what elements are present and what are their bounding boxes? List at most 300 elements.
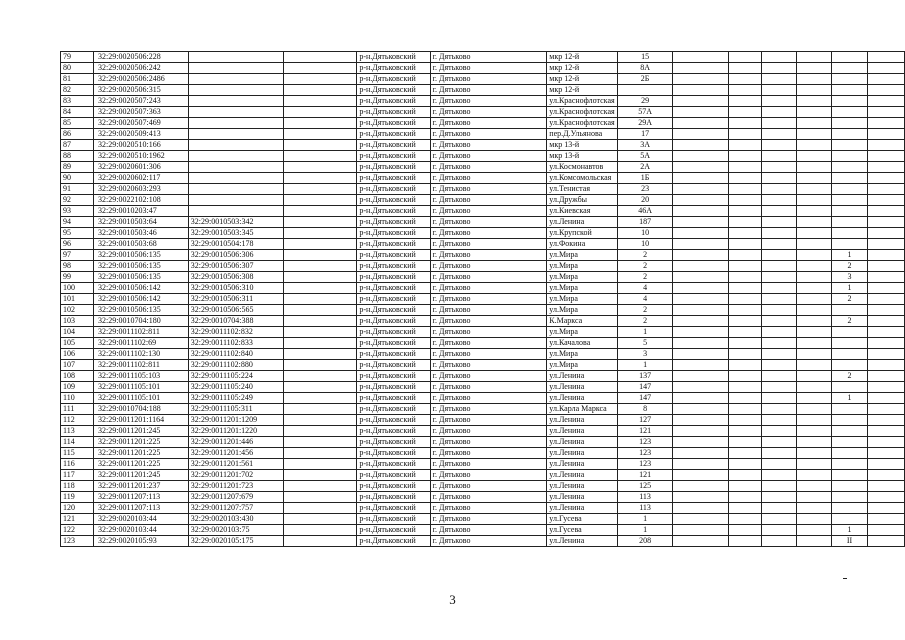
city: г. Дятьково (430, 382, 547, 393)
street: мкр 12-й (547, 63, 617, 74)
empty-cell (284, 173, 357, 184)
cadastral-number: 32:29:0010503:64 (94, 217, 189, 228)
empty-cell (284, 525, 357, 536)
empty-cell (797, 360, 832, 371)
district: р-н.Дятьковский (357, 327, 430, 338)
table-row (61, 74, 905, 85)
district: р-н.Дятьковский (357, 118, 430, 129)
building-cadastral-number: 32:29:0020103:75 (188, 525, 284, 536)
empty-cell (284, 96, 357, 107)
apartment-number (832, 52, 868, 63)
table-row (61, 96, 905, 107)
house-number: 113 (617, 503, 673, 514)
empty-cell (797, 503, 832, 514)
empty-cell (728, 151, 761, 162)
row-number: 82 (61, 85, 94, 96)
district: р-н.Дятьковский (357, 184, 430, 195)
cadastral-number: 32:29:0020510:166 (94, 140, 189, 151)
district: р-н.Дятьковский (357, 503, 430, 514)
row-number: 103 (61, 316, 94, 327)
empty-cell (797, 206, 832, 217)
empty-cell (797, 404, 832, 415)
row-number: 87 (61, 140, 94, 151)
city: г. Дятьково (430, 151, 547, 162)
empty-cell (797, 393, 832, 404)
empty-cell (284, 239, 357, 250)
table-row (61, 217, 905, 228)
house-number: 2 (617, 305, 673, 316)
apartment-number (832, 327, 868, 338)
city: г. Дятьково (430, 261, 547, 272)
street: ул.Ленина (547, 459, 617, 470)
district: р-н.Дятьковский (357, 96, 430, 107)
apartment-number (832, 492, 868, 503)
empty-cell (761, 525, 796, 536)
apartment-number (832, 173, 868, 184)
empty-cell (673, 404, 728, 415)
empty-cell (797, 184, 832, 195)
row-number: 79 (61, 52, 94, 63)
table-row (61, 503, 905, 514)
street: ул.Мира (547, 360, 617, 371)
empty-cell (867, 250, 904, 261)
house-number: 125 (617, 481, 673, 492)
table-row (61, 250, 905, 261)
empty-cell (673, 481, 728, 492)
empty-cell (867, 327, 904, 338)
cadastral-number: 32:29:0011105:101 (94, 382, 189, 393)
apartment-number: 3 (832, 272, 868, 283)
apartment-number: 2 (832, 316, 868, 327)
table-body (61, 52, 905, 547)
apartment-number: 1 (832, 250, 868, 261)
empty-cell (728, 426, 761, 437)
house-number: 46А (617, 206, 673, 217)
empty-cell (761, 85, 796, 96)
house-number: 123 (617, 459, 673, 470)
apartment-number: 2 (832, 261, 868, 272)
city: г. Дятьково (430, 206, 547, 217)
house-number: 1 (617, 327, 673, 338)
empty-cell (728, 261, 761, 272)
district: р-н.Дятьковский (357, 437, 430, 448)
empty-cell (867, 173, 904, 184)
building-cadastral-number: 32:29:0020103:430 (188, 514, 284, 525)
cadastral-number: 32:29:0010506:142 (94, 294, 189, 305)
empty-cell (673, 459, 728, 470)
empty-cell (673, 536, 728, 547)
empty-cell (284, 360, 357, 371)
table-row (61, 272, 905, 283)
district: р-н.Дятьковский (357, 217, 430, 228)
city: г. Дятьково (430, 503, 547, 514)
cadastral-number: 32:29:0020506:242 (94, 63, 189, 74)
empty-cell (867, 217, 904, 228)
empty-cell (673, 349, 728, 360)
empty-cell (761, 228, 796, 239)
cadastral-number: 32:29:0011102:811 (94, 327, 189, 338)
table-row (61, 162, 905, 173)
empty-cell (761, 283, 796, 294)
empty-cell (797, 470, 832, 481)
empty-cell (867, 261, 904, 272)
empty-cell (867, 294, 904, 305)
row-number: 122 (61, 525, 94, 536)
empty-cell (797, 283, 832, 294)
empty-cell (797, 250, 832, 261)
table-row (61, 239, 905, 250)
empty-cell (761, 250, 796, 261)
empty-cell (673, 283, 728, 294)
building-cadastral-number (188, 184, 284, 195)
empty-cell (673, 327, 728, 338)
district: р-н.Дятьковский (357, 272, 430, 283)
house-number: 57А (617, 107, 673, 118)
empty-cell (797, 52, 832, 63)
row-number: 89 (61, 162, 94, 173)
apartment-number (832, 206, 868, 217)
city: г. Дятьково (430, 173, 547, 184)
empty-cell (728, 503, 761, 514)
house-number: 1 (617, 514, 673, 525)
cadastral-number: 32:29:0011105:101 (94, 393, 189, 404)
apartment-number (832, 129, 868, 140)
street: ул.Краснофлотская (547, 107, 617, 118)
empty-cell (797, 316, 832, 327)
row-number: 121 (61, 514, 94, 525)
empty-cell (867, 338, 904, 349)
empty-cell (797, 151, 832, 162)
empty-cell (673, 338, 728, 349)
empty-cell (867, 96, 904, 107)
apartment-number: 1 (832, 393, 868, 404)
empty-cell (797, 437, 832, 448)
cadastral-number: 32:29:0020510:1962 (94, 151, 189, 162)
empty-cell (673, 151, 728, 162)
empty-cell (761, 239, 796, 250)
empty-cell (797, 426, 832, 437)
apartment-number (832, 360, 868, 371)
row-number: 88 (61, 151, 94, 162)
cadastral-number: 32:29:0020507:363 (94, 107, 189, 118)
cadastral-number: 32:29:0020507:469 (94, 118, 189, 129)
empty-cell (728, 173, 761, 184)
row-number: 123 (61, 536, 94, 547)
empty-cell (673, 525, 728, 536)
table-row (61, 371, 905, 382)
apartment-number (832, 349, 868, 360)
house-number: 17 (617, 129, 673, 140)
street: ул.Ленина (547, 448, 617, 459)
empty-cell (284, 195, 357, 206)
city: г. Дятьково (430, 162, 547, 173)
empty-cell (797, 272, 832, 283)
table-row (61, 195, 905, 206)
house-number: 147 (617, 393, 673, 404)
cadastral-number: 32:29:0011102:69 (94, 338, 189, 349)
table-row (61, 228, 905, 239)
district: р-н.Дятьковский (357, 371, 430, 382)
city: г. Дятьково (430, 228, 547, 239)
city: г. Дятьково (430, 294, 547, 305)
table-row (61, 85, 905, 96)
street: ул.Тенистая (547, 184, 617, 195)
empty-cell (673, 382, 728, 393)
cadastral-number: 32:29:0020603:293 (94, 184, 189, 195)
city: г. Дятьково (430, 272, 547, 283)
house-number: 121 (617, 470, 673, 481)
city: г. Дятьково (430, 250, 547, 261)
empty-cell (867, 118, 904, 129)
building-cadastral-number: 32:29:0011201:702 (188, 470, 284, 481)
empty-cell (728, 492, 761, 503)
city: г. Дятьково (430, 426, 547, 437)
empty-cell (284, 184, 357, 195)
row-number: 81 (61, 74, 94, 85)
table-row (61, 283, 905, 294)
street: мкр 12-й (547, 52, 617, 63)
empty-cell (867, 74, 904, 85)
row-number: 107 (61, 360, 94, 371)
table-row (61, 140, 905, 151)
empty-cell (867, 316, 904, 327)
empty-cell (761, 151, 796, 162)
building-cadastral-number: 32:29:0010704:388 (188, 316, 284, 327)
building-cadastral-number (188, 206, 284, 217)
street: мкр 12-й (547, 85, 617, 96)
empty-cell (728, 206, 761, 217)
street: ул.Киевская (547, 206, 617, 217)
table-row (61, 63, 905, 74)
apartment-number: II (832, 536, 868, 547)
apartment-number (832, 85, 868, 96)
cadastral-number: 32:29:0011207:113 (94, 492, 189, 503)
cadastral-number: 32:29:0011105:103 (94, 371, 189, 382)
row-number: 104 (61, 327, 94, 338)
empty-cell (673, 360, 728, 371)
cadastral-number: 32:29:0011201:225 (94, 448, 189, 459)
cadastral-number: 32:29:0020506:315 (94, 85, 189, 96)
city: г. Дятьково (430, 349, 547, 360)
empty-cell (284, 52, 357, 63)
apartment-number (832, 448, 868, 459)
empty-cell (797, 129, 832, 140)
district: р-н.Дятьковский (357, 294, 430, 305)
table-row (61, 415, 905, 426)
house-number: 1Б (617, 173, 673, 184)
empty-cell (284, 85, 357, 96)
empty-cell (284, 514, 357, 525)
empty-cell (284, 327, 357, 338)
empty-cell (761, 316, 796, 327)
empty-cell (761, 514, 796, 525)
empty-cell (867, 426, 904, 437)
empty-cell (673, 107, 728, 118)
district: р-н.Дятьковский (357, 52, 430, 63)
apartment-number (832, 470, 868, 481)
empty-cell (673, 503, 728, 514)
empty-cell (761, 206, 796, 217)
empty-cell (673, 140, 728, 151)
city: г. Дятьково (430, 437, 547, 448)
apartment-number (832, 184, 868, 195)
empty-cell (867, 349, 904, 360)
empty-cell (673, 305, 728, 316)
empty-cell (761, 140, 796, 151)
house-number: 23 (617, 184, 673, 195)
empty-cell (867, 360, 904, 371)
house-number: 147 (617, 382, 673, 393)
empty-cell (797, 448, 832, 459)
cadastral-number: 32:29:0011207:113 (94, 503, 189, 514)
empty-cell (797, 514, 832, 525)
house-number: 8 (617, 404, 673, 415)
apartment-number (832, 228, 868, 239)
apartment-number (832, 74, 868, 85)
building-cadastral-number: 32:29:0011102:880 (188, 360, 284, 371)
empty-cell (673, 437, 728, 448)
row-number: 115 (61, 448, 94, 459)
empty-cell (284, 250, 357, 261)
street: ул.Мира (547, 272, 617, 283)
building-cadastral-number: 32:29:0010506:311 (188, 294, 284, 305)
house-number: 113 (617, 492, 673, 503)
empty-cell (728, 360, 761, 371)
empty-cell (284, 206, 357, 217)
empty-cell (284, 371, 357, 382)
district: р-н.Дятьковский (357, 151, 430, 162)
street: ул.Ленина (547, 393, 617, 404)
street: ул.Ленина (547, 437, 617, 448)
row-number: 114 (61, 437, 94, 448)
cadastral-number: 32:29:0011201:1164 (94, 415, 189, 426)
empty-cell (728, 96, 761, 107)
cadastral-number: 32:29:0011201:245 (94, 426, 189, 437)
empty-cell (284, 305, 357, 316)
empty-cell (728, 415, 761, 426)
city: г. Дятьково (430, 195, 547, 206)
row-number: 90 (61, 173, 94, 184)
cadastral-number: 32:29:0011102:811 (94, 360, 189, 371)
empty-cell (284, 261, 357, 272)
building-cadastral-number: 32:29:0011105:240 (188, 382, 284, 393)
district: р-н.Дятьковский (357, 459, 430, 470)
empty-cell (728, 393, 761, 404)
district: р-н.Дятьковский (357, 173, 430, 184)
empty-cell (867, 371, 904, 382)
district: р-н.Дятьковский (357, 206, 430, 217)
table-row (61, 129, 905, 140)
empty-cell (728, 459, 761, 470)
empty-cell (284, 415, 357, 426)
empty-cell (728, 140, 761, 151)
empty-cell (673, 426, 728, 437)
district: р-н.Дятьковский (357, 140, 430, 151)
building-cadastral-number: 32:29:0011201:456 (188, 448, 284, 459)
row-number: 99 (61, 272, 94, 283)
empty-cell (761, 327, 796, 338)
empty-cell (284, 382, 357, 393)
house-number: 3А (617, 140, 673, 151)
building-cadastral-number (188, 173, 284, 184)
street: К.Маркса (547, 316, 617, 327)
empty-cell (761, 294, 796, 305)
empty-cell (284, 107, 357, 118)
empty-cell (797, 294, 832, 305)
row-number: 95 (61, 228, 94, 239)
empty-cell (761, 371, 796, 382)
empty-cell (728, 536, 761, 547)
house-number: 2А (617, 162, 673, 173)
district: р-н.Дятьковский (357, 239, 430, 250)
building-cadastral-number: 32:29:0011201:1209 (188, 415, 284, 426)
row-number: 106 (61, 349, 94, 360)
empty-cell (728, 118, 761, 129)
row-number: 100 (61, 283, 94, 294)
district: р-н.Дятьковский (357, 195, 430, 206)
cadastral-number: 32:29:0010203:47 (94, 206, 189, 217)
table-row (61, 514, 905, 525)
empty-cell (867, 481, 904, 492)
empty-cell (284, 338, 357, 349)
cadastral-number: 32:29:0020509:413 (94, 129, 189, 140)
empty-cell (284, 459, 357, 470)
row-number: 116 (61, 459, 94, 470)
house-number: 29А (617, 118, 673, 129)
house-number: 2 (617, 261, 673, 272)
empty-cell (761, 470, 796, 481)
street: мкр 12-й (547, 74, 617, 85)
empty-cell (673, 184, 728, 195)
empty-cell (761, 459, 796, 470)
building-cadastral-number: 32:29:0010506:308 (188, 272, 284, 283)
street: ул.Ленина (547, 470, 617, 481)
district: р-н.Дятьковский (357, 415, 430, 426)
empty-cell (761, 404, 796, 415)
city: г. Дятьково (430, 448, 547, 459)
row-number: 118 (61, 481, 94, 492)
empty-cell (284, 283, 357, 294)
city: г. Дятьково (430, 140, 547, 151)
apartment-number: 1 (832, 525, 868, 536)
table-row (61, 261, 905, 272)
district: р-н.Дятьковский (357, 448, 430, 459)
empty-cell (797, 239, 832, 250)
empty-cell (797, 85, 832, 96)
building-cadastral-number: 32:29:0011201:723 (188, 481, 284, 492)
empty-cell (761, 382, 796, 393)
empty-cell (867, 514, 904, 525)
apartment-number (832, 459, 868, 470)
empty-cell (797, 481, 832, 492)
empty-cell (867, 63, 904, 74)
empty-cell (728, 162, 761, 173)
district: р-н.Дятьковский (357, 338, 430, 349)
city: г. Дятьково (430, 96, 547, 107)
table-row (61, 393, 905, 404)
empty-cell (284, 492, 357, 503)
district: р-н.Дятьковский (357, 228, 430, 239)
row-number: 110 (61, 393, 94, 404)
building-cadastral-number: 32:29:0010506:310 (188, 283, 284, 294)
empty-cell (728, 382, 761, 393)
house-number (617, 85, 673, 96)
empty-cell (797, 327, 832, 338)
empty-cell (867, 184, 904, 195)
city: г. Дятьково (430, 327, 547, 338)
street: ул.Ленина (547, 382, 617, 393)
empty-cell (673, 470, 728, 481)
